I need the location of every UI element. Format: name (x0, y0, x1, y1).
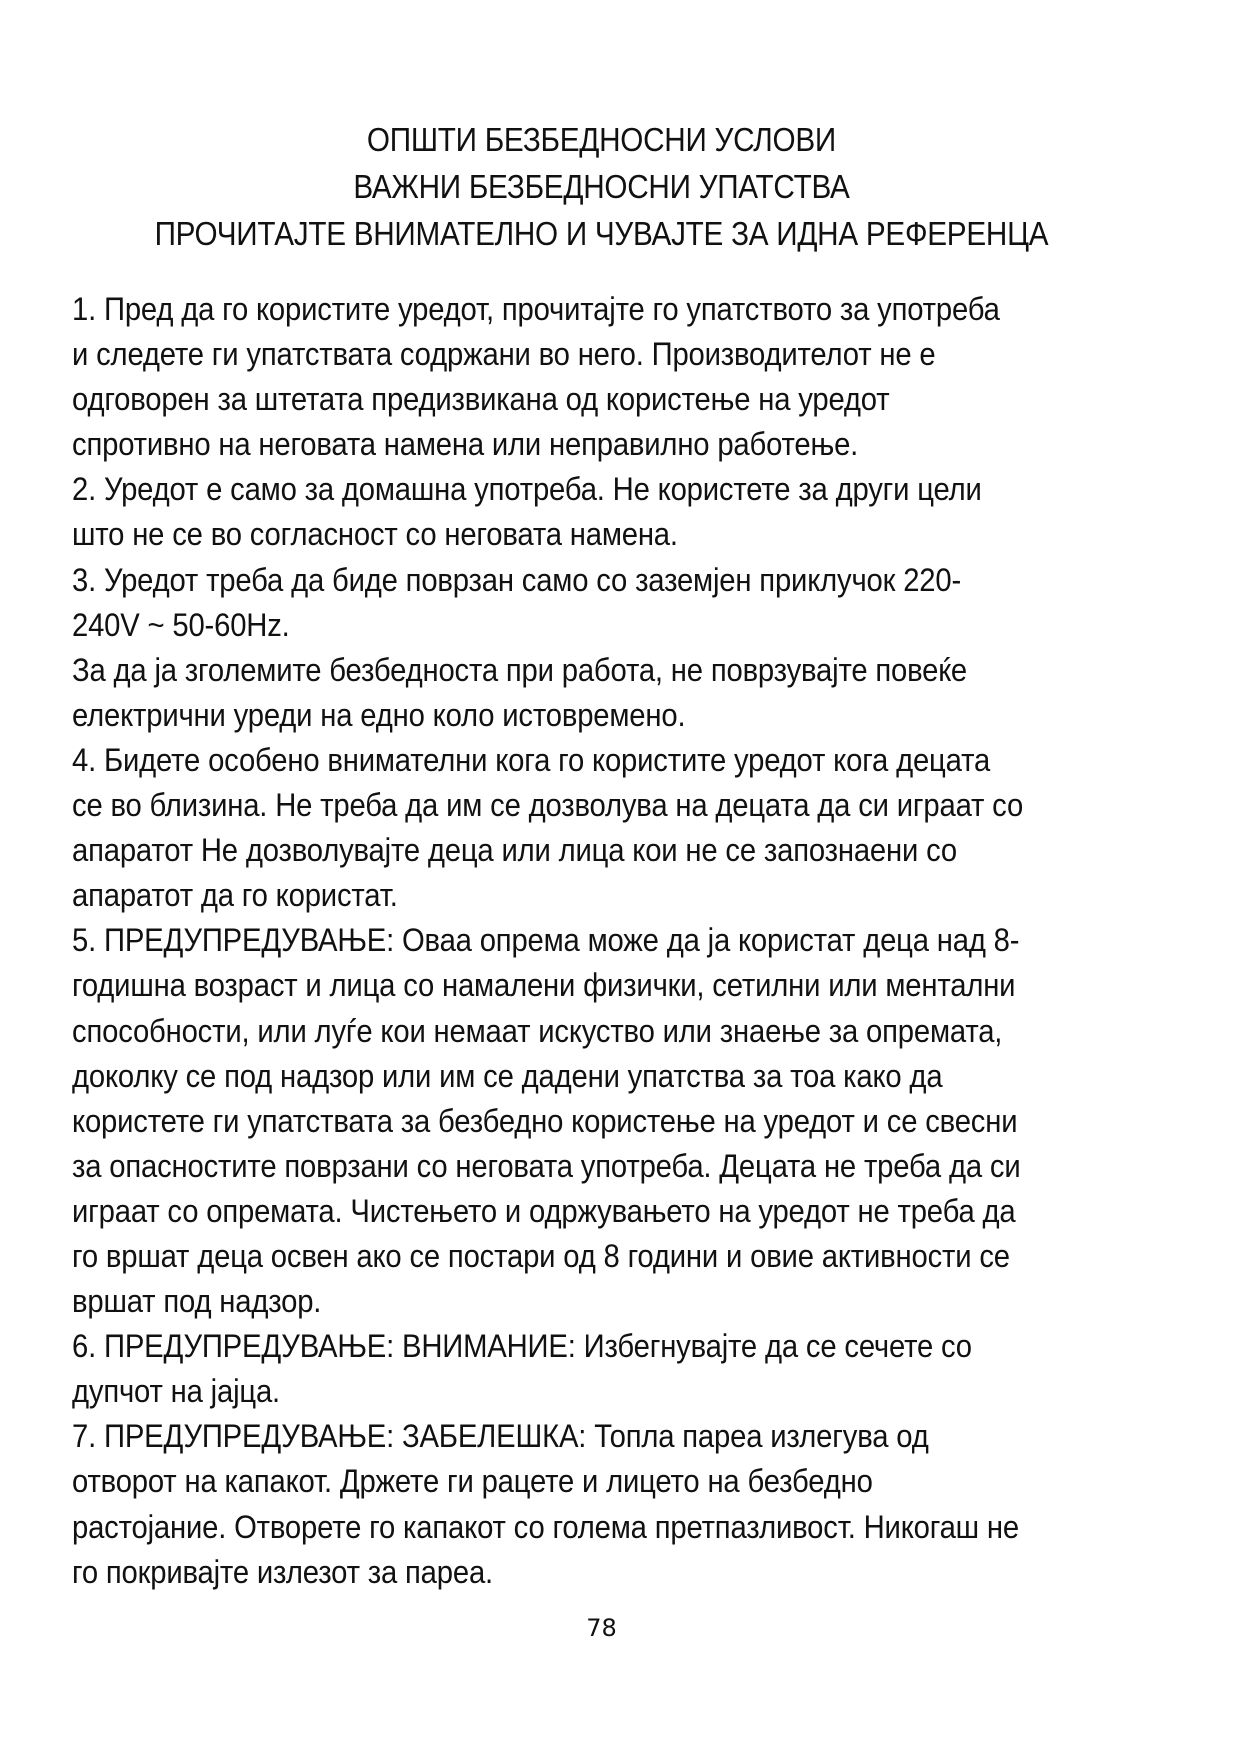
header-subtitle: ВАЖНИ БЕЗБЕДНОСНИ УПАТСТВА (353, 168, 850, 205)
body-line: што не се во согласност со неговата намена. (72, 516, 678, 553)
safety-instructions-body (72, 287, 1134, 1595)
body-line: електрични уреди на едно коло истовремено. (72, 696, 686, 733)
body-line: вршат под надзор. (72, 1283, 322, 1320)
body-line: го вршат деца освен ако се постари од 8 години и овие активности се (72, 1237, 1010, 1274)
body-line: отворот на капакот. Држете ги рацете и лицето на безбедно (72, 1463, 873, 1500)
body-line: се во близина. Не треба да им се дозволува на децата да си играат со (72, 787, 1024, 824)
body-line: апаратот Не дозволувајте деца или лица кои не се запознаени со (72, 832, 957, 869)
page-number: 78 (586, 1614, 617, 1642)
body-line: користете ги упатствата за безбедно користење на уредот и се свесни (72, 1102, 1018, 1139)
body-line: дупчот на јајца. (72, 1373, 280, 1410)
body-line: 5. ПРЕДУПРЕДУВАЊЕ: Оваа опрема може да ја користат деца над 8- (72, 922, 1020, 959)
body-line: годишна возраст и лица со намалени физички, сетилни или ментални (72, 967, 1016, 1004)
body-line: го покривајте излезот за пареа. (72, 1553, 493, 1590)
body-line: и следете ги упатствата содржани во него. Производителот не е (72, 336, 936, 373)
body-line: играат со опремата. Чистењето и одржувањето на уредот не треба да (72, 1192, 1016, 1229)
body-line: 4. Бидете особено внимателни кога го користите уредот кога децата (72, 741, 991, 778)
body-line: 240V ~ 50-60Hz. (72, 606, 290, 643)
body-line: спротивно на неговата намена или неправилно работење. (72, 426, 859, 463)
body-line: одговорен за штетата предизвикана од користење на уредот (72, 381, 890, 418)
body-line: 2. Уредот е само за домашна употреба. Не користете за други цели (72, 471, 982, 508)
body-line: способности, или луѓе кои немаат искуство или знаење за опремата, (72, 1012, 1003, 1049)
header-instruction: ПРОЧИТАЈТЕ ВНИМАТЕЛНО И ЧУВАЈТЕ ЗА ИДНА РЕФЕРЕНЦА (154, 215, 1049, 252)
body-line: растојание. Отворете го капакот со голема претпазливост. Никогаш не (72, 1508, 1019, 1545)
body-line: 6. ПРЕДУПРЕДУВАЊЕ: ВНИМАНИЕ: Избегнувајте да се сечете со (72, 1328, 972, 1365)
body-line: 1. Пред да го користите уредот, прочитајте го упатството за употреба (72, 291, 1000, 327)
body-line: 3. Уредот треба да биде поврзан само со заземјен приклучок 220- (72, 561, 962, 598)
body-line: доколку се под надзор или им се дадени упатства за тоа како да (72, 1057, 943, 1094)
document-header (60, 116, 1143, 257)
header-title: ОПШТИ БЕЗБЕДНОСНИ УСЛОВИ (366, 121, 836, 158)
body-line: 7. ПРЕДУПРЕДУВАЊЕ: ЗАБЕЛЕШКА: Топла пареа излегува од (72, 1418, 929, 1455)
body-line: апаратот да го користат. (72, 877, 398, 914)
body-line: за опасностите поврзани со неговата употреба. Децата не треба да си (72, 1147, 1021, 1184)
body-line: За да ја зголемите безбедноста при работа, не поврзувајте повеќе (72, 651, 967, 688)
